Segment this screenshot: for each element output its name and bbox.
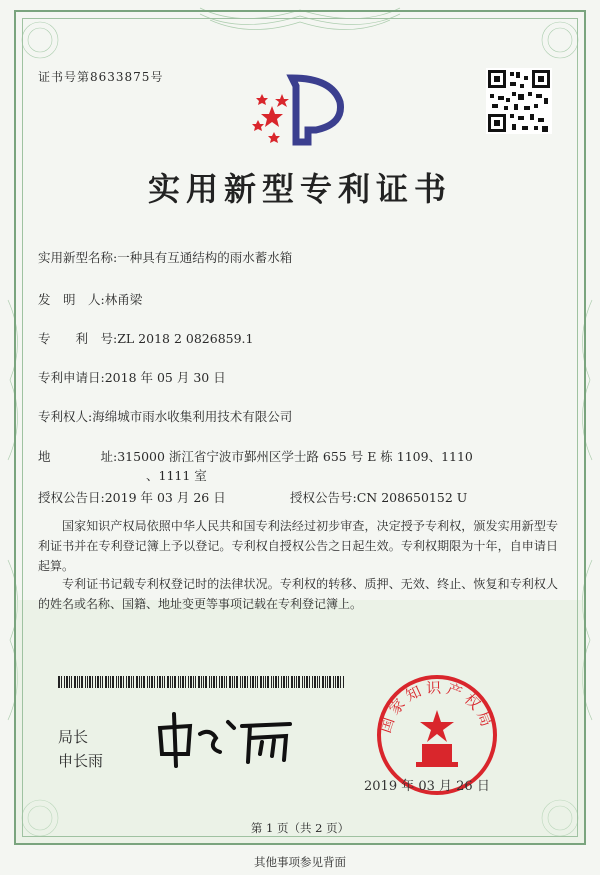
inventor-value: 林甬梁 (104, 292, 143, 307)
announcement-date-value: 2019 年 03 月 26 日 (104, 490, 226, 505)
barcode-icon (58, 676, 348, 688)
utility-model-name-label: 实用新型名称: (38, 250, 118, 265)
filing-date-value: 2018 年 05 月 30 日 (104, 370, 226, 385)
announcement-date-label: 授权公告日: (38, 490, 105, 505)
official-title: 局长 (58, 728, 89, 746)
grant-paragraph: 国家知识产权局依照中华人民共和国专利法经过初步审查，决定授予专利权，颁发实用新型专利证书并在专利登记簿上予以登记。专利权自授权公告之日起生效。专利权期限为十年，自申请日起算。 (38, 519, 558, 573)
footer-note: 其他事项参见背面 (254, 855, 346, 869)
filing-date-row (38, 368, 226, 386)
director-signature (150, 708, 300, 768)
certificate-title: 实用新型专利证书 (147, 170, 452, 208)
announcement-date-row (38, 488, 226, 506)
patent-office-emblem-icon (252, 72, 348, 148)
announcement-number-row (290, 488, 467, 506)
utility-model-name-value: 一种具有互通结构的雨水蓄水箱 (117, 250, 293, 265)
patent-number-row (38, 329, 254, 347)
patentee-row (38, 407, 292, 425)
seal-text: 国家知识产权局 (376, 678, 498, 736)
page-number: 第 1 页（共 2 页） (250, 821, 350, 835)
patent-number-label: 专 利 号: (38, 331, 118, 346)
utility-model-name-row (38, 248, 292, 266)
address-value: 315000 浙江省宁波市鄞州区学士路 655 号 E 栋 1109、1110 (117, 449, 473, 464)
patentee-value: 海绵城市雨水收集利用技术有限公司 (92, 409, 293, 424)
address-label: 地 址: (38, 449, 118, 464)
qr-code-icon (486, 68, 552, 134)
address-row (38, 447, 473, 465)
legal-status-paragraph: 专利证书记载专利权登记时的法律状况。专利权的转移、质押、无效、终止、恢复和专利权人的姓名或名称、国籍、地址变更等事项记载在专利登记簿上。 (38, 577, 558, 611)
address-value-continued: 、1111 室 (146, 468, 207, 483)
filing-date-label: 专利申请日: (38, 370, 105, 385)
inventor-label: 发 明 人: (38, 292, 105, 307)
certificate-number: 证书号第8633875号 (38, 70, 164, 84)
announcement-number-value: CN 208650152 U (356, 490, 468, 505)
official-name: 申长雨 (58, 752, 104, 770)
seal-date: 2019 年 03 月 26 日 (364, 779, 490, 794)
announcement-number-label: 授权公告号: (290, 490, 357, 505)
inventor-row (38, 290, 142, 308)
patent-number-value: ZL 2018 2 0826859.1 (117, 331, 254, 346)
patentee-label: 专利权人: (38, 409, 93, 424)
